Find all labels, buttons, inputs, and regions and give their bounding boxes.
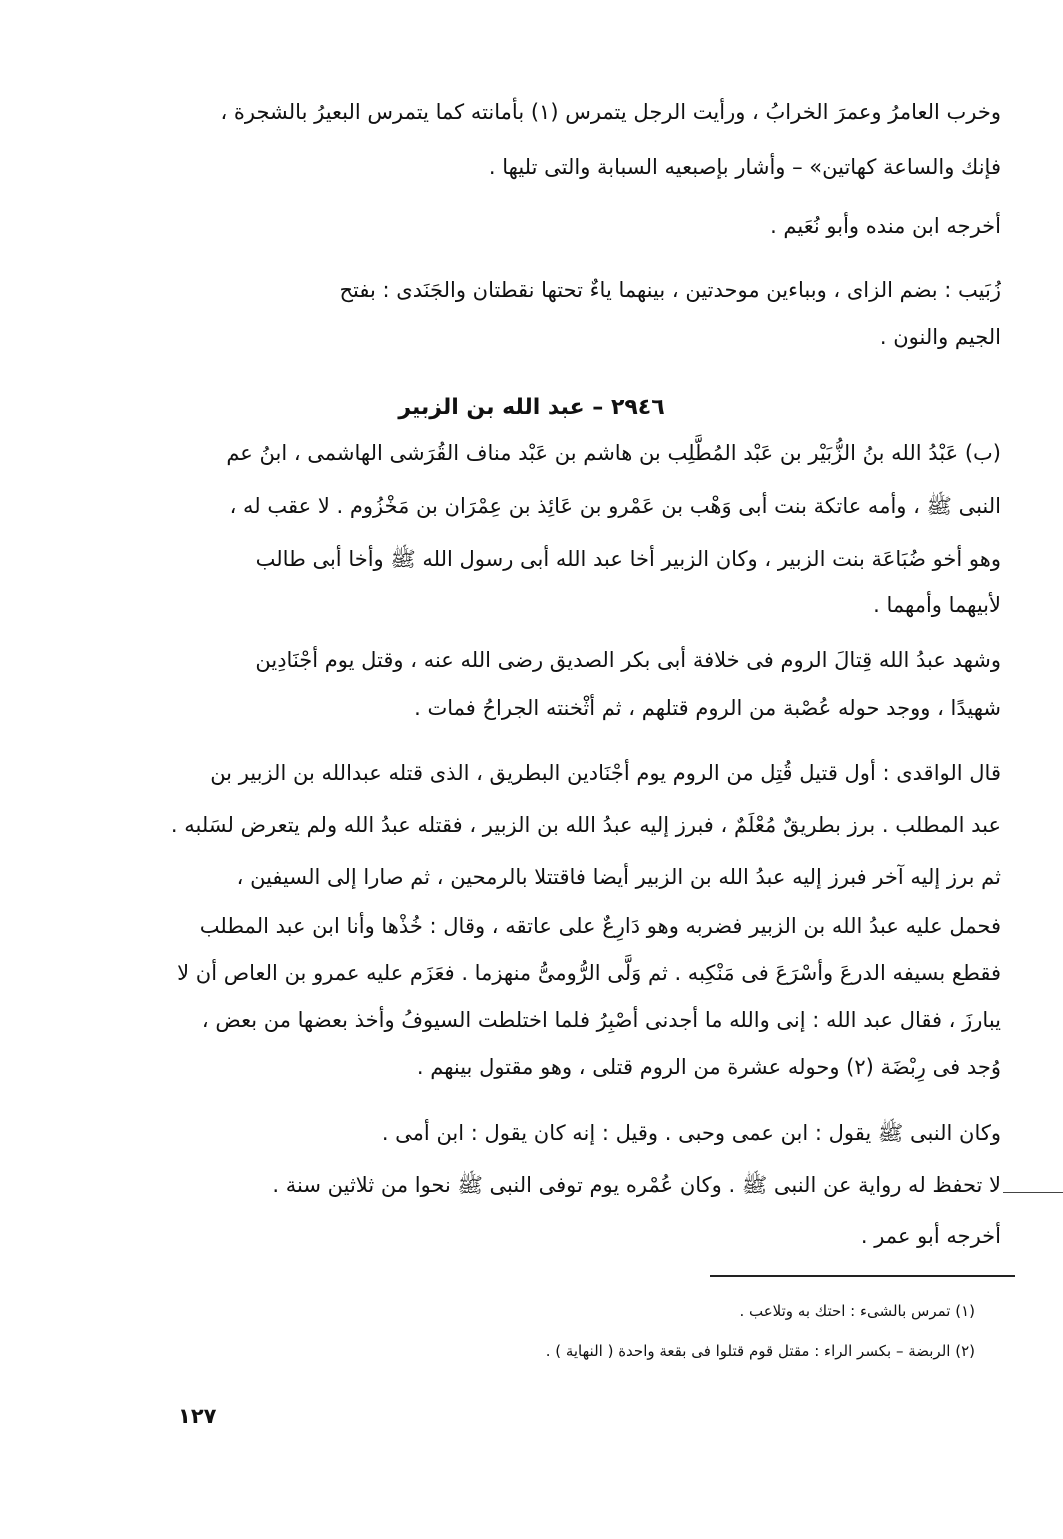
margin-mark xyxy=(1003,1192,1063,1193)
text-line: وخرب العامرُ وعمرَ الخرابُ ، ورأيت الرجل يتمرس (١) بأمانته كما يتمرس البعيرُ بالشجرة ، xyxy=(220,100,1001,124)
text-line: فقطع بسيفه الدرعَ وأسْرَعَ فى مَنْكِبه . ثم وَلَّى الرُّومىُّ منهزما . فعَزَم عليه عمرو بن العاص أن لا xyxy=(177,961,1001,985)
text-line: ثم برز إليه آخر فبرز إليه عبدُ الله بن الزبير أيضا فاقتتلا بالرمحين ، ثم صارا إلى السيفين ، xyxy=(236,865,1001,889)
text-line: قال الواقدى : أول قتيل قُتِل من الروم يوم أجْنَادين البطريق ، الذى قتله عبدالله بن الزبير بن xyxy=(210,761,1001,785)
text-line: فحمل عليه عبدُ الله بن الزبير فضربه وهو دَارِعٌ على عاتقه ، وقال : خُذْها وأنا ابن عبد المطلب xyxy=(199,914,1001,938)
text-line: الجيم والنون . xyxy=(879,325,1001,349)
text-line: عبد المطلب . برز بطريقٌ مُعْلَمٌ ، فبرز إليه عبدُ الله بن الزبير ، فقتله عبدُ الله ولم يتعرض لسَلبه . xyxy=(170,813,1001,837)
page-number: ١٢٧ xyxy=(178,1404,217,1428)
footnote-rule xyxy=(710,1275,1015,1277)
text-line: لا تحفظ له رواية عن النبى ﷺ . وكان عُمْره يوم توفى النبى ﷺ نحوا من ثلاثين سنة . xyxy=(272,1173,1001,1197)
text-line: أخرجه أبو عمر . xyxy=(860,1224,1001,1248)
text-line: (ب) عَبْدُ الله بنُ الزُّبَيْر بن عَبْد المُطَّلِب بن هاشم بن عَبْد مناف القُرَشى الهاشمى ، ابنُ عم xyxy=(226,441,1001,465)
section-heading: ٢٩٤٦ – عبد الله بن الزبير xyxy=(398,395,665,420)
text-line: شهيدًا ، ووجد حوله عُصْبة من الروم قتلهم ، ثم أثْخنته الجراحُ فمات . xyxy=(414,696,1001,720)
text-line: وكان النبى ﷺ يقول : ابن عمى وحبى . وقيل : إنه كان يقول : ابن أمى . xyxy=(381,1121,1001,1145)
text-line: زُبَيب : بضم الزاى ، وبباءين موحدتين ، بينهما ياءٌ تحتها نقطتان والجَنَدى : بفتح xyxy=(339,278,1001,302)
text-line: أخرجه ابن منده وأبو نُعَيم . xyxy=(770,214,1001,238)
text-line: النبى ﷺ ، وأمه عاتكة بنت أبى وَهْب بن عَمْرو بن عَائِذ بن عِمْرَان بن مَخْزُوم . لا عقب له ، xyxy=(229,494,1001,518)
text-line: وشهد عبدُ الله قِتالَ الروم فى خلافة أبى بكر الصديق رضى الله عنه ، وقتل يوم أجْنَادِين xyxy=(255,648,1001,672)
text-line: يبارزَ ، فقال عبد الله : إنى والله ما أجدنى أصْبِرُ فلما اختلطت السيوفُ وأخذ بعضها من بعض ، xyxy=(201,1008,1001,1032)
text-line: فإنك والساعة كهاتين» – وأشار بإصبعيه السبابة والتى تليها . xyxy=(488,155,1001,179)
footnote: (١) تمرس بالشىء : احتك به وتلاعب . xyxy=(739,1302,975,1320)
footnote: (٢) الربضة – بكسر الراء : مقتل قوم قتلوا فى بقعة واحدة ( النهاية ) . xyxy=(545,1342,975,1360)
text-line: لأبيهما وأمهما . xyxy=(873,593,1001,617)
text-line: وُجد فى رِبْضَة (٢) وحوله عشرة من الروم قتلى ، وهو مقتول بينهم . xyxy=(416,1055,1001,1079)
text-line: وهو أخو ضُبَاعَة بنت الزبير ، وكان الزبير أخا عبد الله أبى رسول الله ﷺ وأخا أبى طالب xyxy=(255,547,1001,571)
